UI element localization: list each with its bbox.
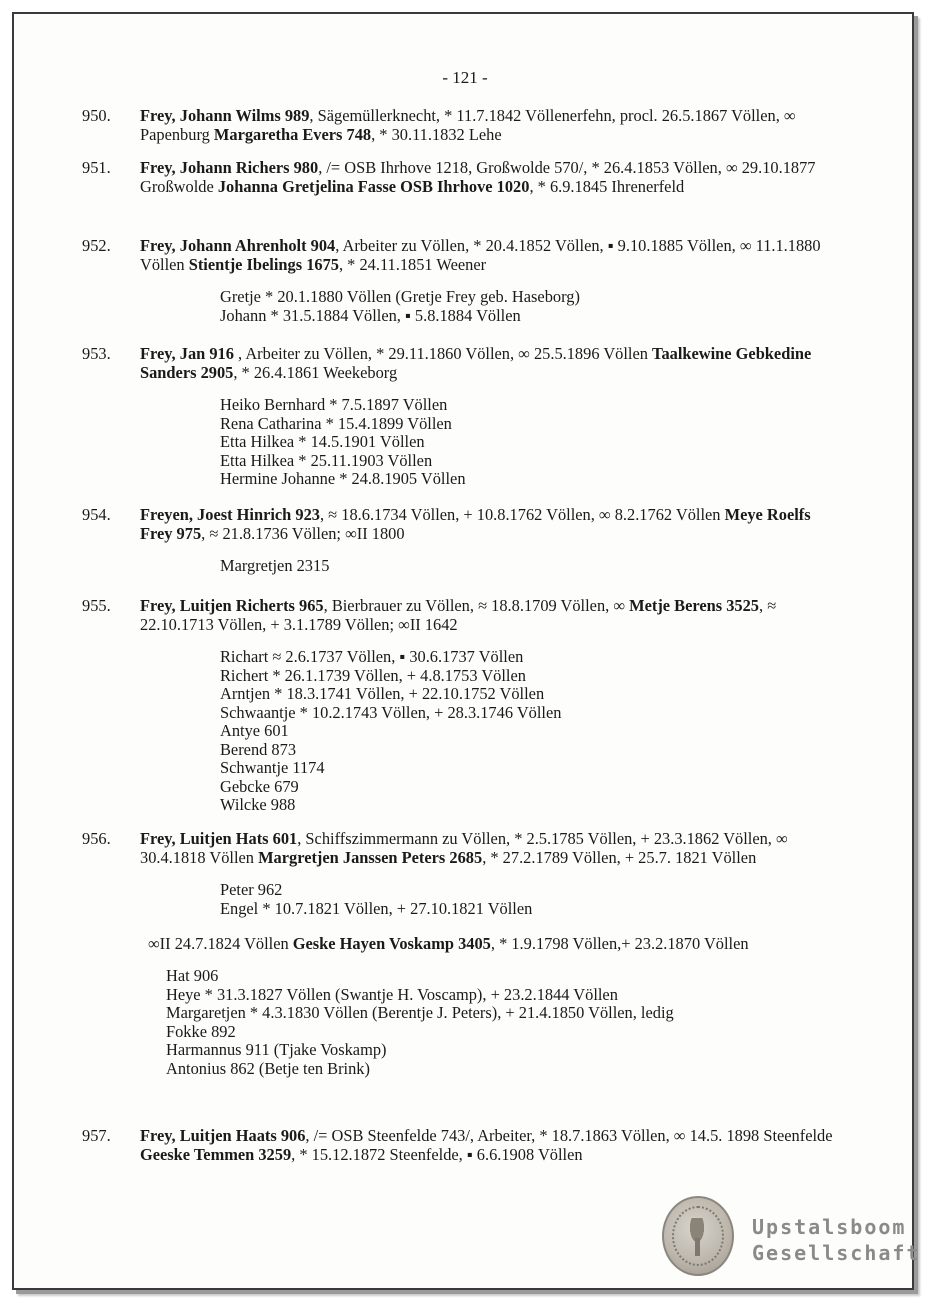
child-record: Harmannus 911 (Tjake Voskamp) — [166, 1040, 387, 1059]
society-logo-text — [752, 1214, 921, 1266]
entry-text: , * 26.4.1861 Weekeborg — [233, 363, 398, 382]
person-name: Freyen, Joest Hinrich 923 — [140, 505, 320, 524]
person-name: Stientje Ibelings 1675 — [188, 255, 339, 274]
child-record: Richart ≈ 2.6.1737 Völlen, ▪ 30.6.1737 Völlen — [220, 647, 524, 666]
person-name: Metje Berens 3525 — [629, 596, 759, 615]
entry-text: , Bierbrauer zu Völlen, ≈ 18.8.1709 Völlen, ∞ — [323, 596, 630, 615]
genealogy-entry — [82, 344, 842, 489]
logo-line-2: Gesellschaft — [752, 1241, 921, 1265]
children-list — [220, 881, 842, 918]
entry-text: , ≈ 21.8.1736 Völlen; ∞II 1800 — [201, 524, 405, 543]
person-name: Geeske Temmen 3259 — [140, 1145, 292, 1164]
child-record: Hermine Johanne * 24.8.1905 Völlen — [220, 469, 466, 488]
entry-paragraph — [140, 236, 842, 274]
child-record: Hat 906 — [166, 966, 219, 985]
entry-number: 950. — [82, 106, 111, 125]
entry-number: 955. — [82, 596, 111, 615]
child-record: Antye 601 — [220, 721, 289, 740]
child-record: Rena Catharina * 15.4.1899 Völlen — [220, 413, 452, 433]
entry-body — [140, 344, 842, 489]
genealogy-entry — [82, 596, 842, 815]
person-name: Frey, Johann Ahrenholt 904 — [140, 236, 336, 255]
entry-body — [140, 158, 842, 196]
child-record: Schwaantje * 10.2.1743 Völlen, + 28.3.1746 Völlen — [220, 702, 562, 722]
child-record: Johann * 31.5.1884 Völlen, ▪ 5.8.1884 Völlen — [220, 305, 521, 325]
children-list — [220, 396, 842, 489]
person-name: Frey, Jan 916 — [140, 344, 234, 363]
children-list — [220, 648, 842, 815]
entry-text: , * 30.11.1832 Lehe — [371, 125, 502, 144]
child-record: Schwantje 1174 — [220, 758, 325, 777]
person-name: Frey, Johann Richers 980 — [140, 158, 319, 177]
child-record: Antonius 862 (Betje ten Brink) — [166, 1058, 370, 1078]
entry-number: 951. — [82, 158, 111, 177]
entry-paragraph — [140, 158, 842, 196]
entry-text: , /= OSB Ihrhove 1218, Großwolde 570/, * 26.4.1853 Völlen, ∞ 29.10.1877 Großwolde — [140, 158, 816, 196]
child-record: Etta Hilkea * 25.11.1903 Völlen — [220, 450, 433, 470]
entry-paragraph — [140, 344, 842, 382]
person-name: Frey, Johann Wilms 989 — [140, 106, 310, 125]
entry-body — [140, 1126, 842, 1164]
entry-paragraph — [140, 829, 842, 867]
genealogy-entry — [82, 158, 842, 196]
entry-text: , ≈ 18.6.1734 Völlen, + 10.8.1762 Völlen, ∞ 8.2.1762 Völlen — [319, 505, 725, 524]
entry-text: , * 1.9.1798 Völlen,+ 23.2.1870 Völlen — [490, 934, 749, 953]
child-record: Heye * 31.3.1827 Völlen (Swantje H. Voscamp), + 23.2.1844 Völlen — [166, 984, 618, 1004]
person-name: Johanna Gretjelina Fasse OSB Ihrhove 1020 — [217, 177, 530, 196]
entry-number: 953. — [82, 344, 111, 363]
child-record: Margretjen 2315 — [220, 556, 330, 575]
second-marriage — [148, 934, 842, 953]
entry-text: , Schiffszimmermann zu Völlen, * 2.5.1785 Völlen, + 23.3.1862 Völlen, ∞ 30.4.1818 Völlen — [140, 829, 788, 867]
society-seal-icon — [662, 1196, 734, 1276]
genealogy-entry — [82, 1126, 842, 1164]
person-name: Frey, Luitjen Hats 601 — [140, 829, 298, 848]
child-record: Etta Hilkea * 14.5.1901 Völlen — [220, 432, 425, 451]
logo-line-1: Upstalsboom — [752, 1215, 907, 1239]
child-record: Fokke 892 — [166, 1021, 236, 1041]
entry-text: , Arbeiter zu Völlen, * 29.11.1860 Völlen, ∞ 25.5.1896 Völlen — [233, 344, 653, 363]
entry-body — [140, 829, 842, 1078]
person-name: Frey, Luitjen Haats 906 — [140, 1126, 306, 1145]
entry-text: , * 6.9.1845 Ihrenerfeld — [529, 177, 685, 196]
person-name: Margaretha Evers 748 — [213, 125, 372, 144]
genealogy-entry — [82, 106, 842, 144]
entry-number: 957. — [82, 1126, 111, 1145]
children-list — [220, 557, 842, 576]
entry-body — [140, 106, 842, 144]
entry-text: , * 24.11.1851 Weener — [338, 255, 487, 274]
person-name: Frey, Luitjen Richerts 965 — [140, 596, 324, 615]
genealogy-entry — [82, 829, 842, 1078]
children-list — [220, 288, 842, 325]
entry-paragraph — [140, 1126, 842, 1164]
entry-body — [140, 505, 842, 576]
child-record: Wilcke 988 — [220, 795, 296, 814]
entry-body — [140, 236, 842, 325]
entry-paragraph — [140, 505, 842, 543]
page-number: - 121 - — [442, 68, 488, 87]
child-record: Peter 962 — [220, 880, 283, 899]
entry-text: , * 27.2.1789 Völlen, + 25.7. 1821 Völlen — [482, 848, 757, 867]
entry-text: , * 15.12.1872 Steenfelde, ▪ 6.6.1908 Völlen — [291, 1145, 583, 1164]
child-record: Gretje * 20.1.1880 Völlen (Gretje Frey geb. Haseborg) — [220, 287, 580, 306]
child-record: Margaretjen * 4.3.1830 Völlen (Berentje J. Peters), + 21.4.1850 Völlen, ledig — [166, 1003, 674, 1022]
person-name: Margretjen Janssen Peters 2685 — [258, 848, 483, 867]
entry-paragraph — [140, 596, 842, 634]
entry-body — [140, 596, 842, 815]
child-record: Heiko Bernhard * 7.5.1897 Völlen — [220, 395, 448, 414]
entry-paragraph — [140, 106, 842, 144]
genealogy-entry — [82, 505, 842, 576]
child-record: Engel * 10.7.1821 Völlen, + 27.10.1821 Völlen — [220, 898, 533, 918]
entry-text: , Sägemüllerknecht, * 11.7.1842 Völlenerfehn, procl. 26.5.1867 Völlen, ∞ Papenburg — [140, 106, 796, 144]
person-name: Meye Roelfs Frey 975 — [140, 505, 811, 543]
child-record: Berend 873 — [220, 739, 297, 759]
entry-text: , ≈ 22.10.1713 Völlen, + 3.1.1789 Völlen; ∞II 1642 — [140, 596, 777, 634]
child-record: Richert * 26.1.1739 Völlen, + 4.8.1753 Völlen — [220, 665, 526, 685]
person-name: Geske Hayen Voskamp 3405 — [292, 934, 491, 953]
person-name: Taalkewine Gebkedine Sanders 2905 — [140, 344, 812, 382]
entry-text: ∞II 24.7.1824 Völlen — [148, 934, 293, 953]
entry-number: 952. — [82, 236, 111, 255]
entry-number: 954. — [82, 505, 111, 524]
child-record: Gebcke 679 — [220, 776, 299, 796]
entry-number: 956. — [82, 829, 111, 848]
entry-text: , Arbeiter zu Völlen, * 20.4.1852 Völlen, ▪ 9.10.1885 Völlen, ∞ 11.1.1880 Völlen — [140, 236, 821, 274]
children-list-second-marriage — [166, 967, 842, 1078]
child-record: Arntjen * 18.3.1741 Völlen, + 22.10.1752 Völlen — [220, 684, 545, 703]
genealogy-entry — [82, 236, 842, 325]
entry-text: , /= OSB Steenfelde 743/, Arbeiter, * 18.7.1863 Völlen, ∞ 14.5. 1898 Steenfelde — [305, 1126, 833, 1145]
